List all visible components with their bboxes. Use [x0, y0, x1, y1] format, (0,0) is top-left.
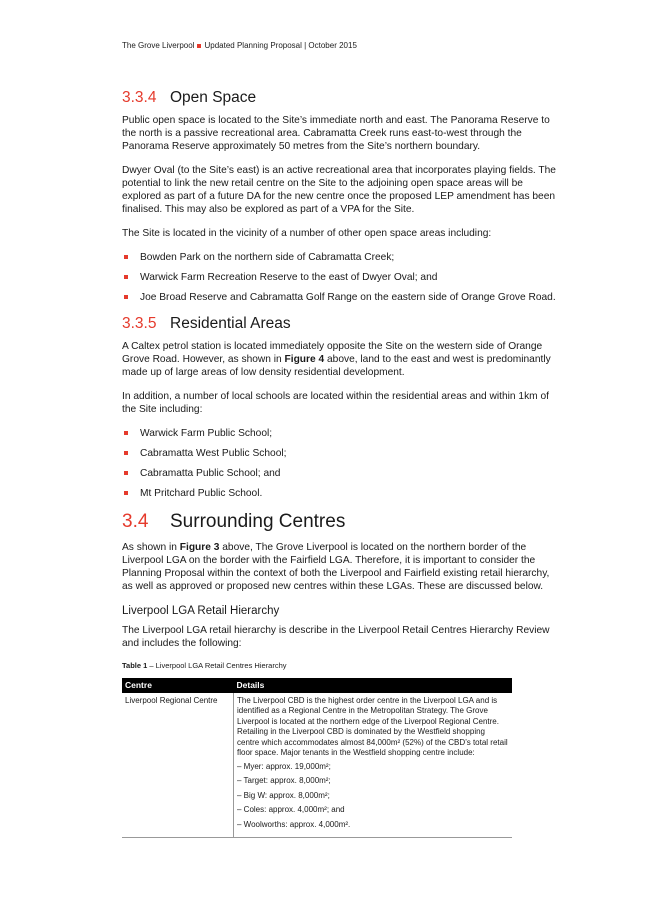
- subheading-retail-hierarchy: Liverpool LGA Retail Hierarchy: [122, 605, 280, 617]
- details-text: The Liverpool CBD is the highest order centre in the Liverpool LGA and is identified as a Regional Centre in the Metropolitan Strategy. The Grove Liverpool is located at the northern edge of the Liverpool Regional Centre. Retailing in the Liverpool CBD is dominated by the Westfield shopping centre which accommodates almost 84,000m² (52%) of the CBD’s total retail floor space. Major tenants in the Westfield shopping centre include:: [237, 695, 508, 757]
- section-number: 3.4: [122, 511, 149, 532]
- column-header-centre: Centre: [122, 678, 234, 693]
- schools-list: [122, 427, 560, 500]
- text-run: A Caltex petrol station is located immediately opposite the Site on the western side of Orange Grove Road. However, as shown in: [122, 341, 543, 365]
- list-item: – Coles: approx. 4,000m²; and: [237, 805, 509, 816]
- page-body: [122, 88, 560, 838]
- open-space-list: [122, 251, 560, 304]
- section-number: 3.3.5: [122, 315, 157, 332]
- paragraph: [122, 541, 560, 593]
- section-title: Surrounding Centres: [170, 511, 346, 532]
- paragraph: The Liverpool LGA retail hierarchy is describe in the Liverpool Retail Centres Hierarchy Review and includes the following:: [122, 625, 550, 649]
- list-item: – Big W: approx. 8,000m²;: [237, 791, 509, 802]
- figure-reference: Figure 3: [179, 542, 220, 553]
- paragraph: In addition, a number of local schools are located within the residential areas and within 1km of the Site including:: [122, 391, 549, 415]
- table-row: [122, 693, 512, 838]
- list-item: Cabramatta Public School; and: [122, 467, 560, 480]
- column-header-details: Details: [234, 678, 513, 693]
- list-item: – Woolworths: approx. 4,000m².: [237, 820, 509, 831]
- paragraph: [122, 340, 560, 379]
- paragraph: Public open space is located to the Site’s immediate north and east. The Panorama Reserve to the north is a passive recreational area. Cabramatta Creek runs east-to-west through the Panorama Reserve approximately 50 metres from the Site’s northern boundary.: [122, 115, 550, 152]
- table-header-row: [122, 678, 512, 693]
- section-title: Residential Areas: [170, 315, 291, 332]
- list-item: – Myer: approx. 19,000m²;: [237, 762, 509, 773]
- section-title: Open Space: [170, 89, 257, 106]
- table-caption-text: – Liverpool LGA Retail Centres Hierarchy: [147, 661, 287, 670]
- table-caption-label: Table 1: [122, 661, 148, 670]
- list-item: Bowden Park on the northern side of Cabramatta Creek;: [122, 251, 560, 264]
- heading-residential-areas: [122, 314, 560, 334]
- list-item: Mt Pritchard Public School.: [122, 487, 560, 500]
- heading-open-space: [122, 88, 560, 108]
- header-doc-title: The Grove Liverpool: [122, 41, 195, 50]
- text-run: above, The Grove Liverpool is located on the northern border of the Liverpool LGA on the border with the Fairfield LGA. Therefore, it is important to consider the Planning Proposal within the context of both the Liverpool and Fairfield existing retail hierarchy, as well as approved or proposed new centres within these LGAs. These are discussed below.: [122, 542, 550, 592]
- running-header: [122, 41, 357, 50]
- cell-centre: Liverpool Regional Centre: [122, 693, 234, 838]
- header-separator-dot: [197, 44, 201, 48]
- retail-hierarchy-table: [122, 678, 512, 838]
- list-item: Cabramatta West Public School;: [122, 447, 560, 460]
- list-item: Warwick Farm Public School;: [122, 427, 560, 440]
- paragraph: The Site is located in the vicinity of a number of other open space areas including:: [122, 228, 492, 239]
- cell-details: [234, 693, 513, 838]
- tenants-list: [237, 762, 509, 831]
- table-caption: [122, 661, 560, 671]
- figure-reference: Figure 4: [284, 354, 325, 365]
- header-subtitle: Updated Planning Proposal | October 2015: [204, 41, 357, 50]
- paragraph: Dwyer Oval (to the Site’s east) is an active recreational area that incorporates playing fields. The potential to link the new retail centre on the Site to the adjoining open space areas will be explored as part of a future DA for the new centre once the proposed LEP amendment has been finalised. This may also be explored as part of a VPA for the Site.: [122, 165, 556, 215]
- heading-surrounding-centres: [122, 510, 560, 534]
- text-run: above, land to the east and west is predominantly made up of large areas of low density residential development.: [122, 354, 551, 378]
- list-item: – Target: approx. 8,000m²;: [237, 776, 509, 787]
- text-run: As shown in: [122, 542, 180, 553]
- list-item: Warwick Farm Recreation Reserve to the east of Dwyer Oval; and: [122, 271, 560, 284]
- list-item: Joe Broad Reserve and Cabramatta Golf Range on the eastern side of Orange Grove Road.: [122, 291, 560, 304]
- section-number: 3.3.4: [122, 89, 157, 106]
